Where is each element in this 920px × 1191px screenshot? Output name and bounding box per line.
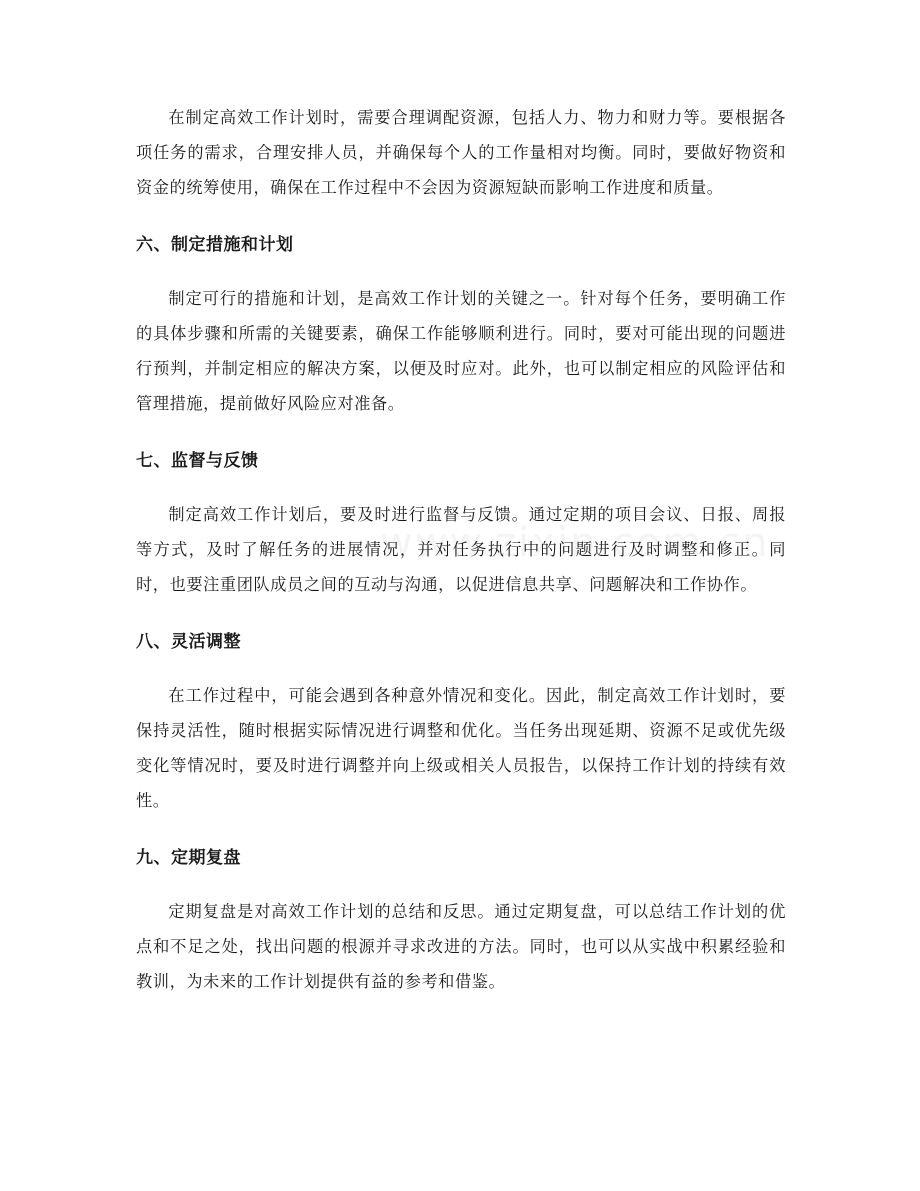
- heading-measures-and-plans: 六、制定措施和计划: [136, 235, 294, 255]
- paragraph-regular-review: 定期复盘是对高效工作计划的总结和反思。通过定期复盘，可以总结工作计划的优点和不足之处，找出问题的根源并寻求改进的方法。同时，也可以从实战中积累经验和教训，为未来的工作计划提供有益的参考和借鉴。: [136, 902, 786, 991]
- paragraph-measures-and-plans: 制定可行的措施和计划，是高效工作计划的关键之一。针对每个任务，要明确工作的具体步骤和所需的关键要素，确保工作能够顺利进行。同时，要对可能出现的问题进行预判，并制定相应的解决方案，以便及时应对。此外，也可以制定相应的风险评估和管理措施，提前做好风险应对准备。: [136, 289, 786, 413]
- heading-supervision-feedback: 七、监督与反馈: [136, 451, 259, 471]
- heading-regular-review: 九、定期复盘: [136, 848, 241, 868]
- paragraph-resource-allocation: 在制定高效工作计划时，需要合理调配资源，包括人力、物力和财力等。要根据各项任务的需求，合理安排人员，并确保每个人的工作量相对均衡。同时，要做好物资和资金的统筹使用，确保在工作过程中不会因为资源短缺而影响工作进度和质量。: [136, 108, 786, 197]
- document-body: [136, 100, 786, 999]
- paragraph-flexible-adjustment: 在工作过程中，可能会遇到各种意外情况和变化。因此，制定高效工作计划时，要保持灵活性，随时根据实际情况进行调整和优化。当任务出现延期、资源不足或优先级变化等情况时，要及时进行调整并向上级或相关人员报告，以保持工作计划的持续有效性。: [136, 686, 786, 810]
- paragraph-supervision-feedback: 制定高效工作计划后，要及时进行监督与反馈。通过定期的项目会议、日报、周报等方式，及时了解任务的进展情况，并对任务执行中的问题进行及时调整和修正。同时，也要注重团队成员之间的互动与沟通，以促进信息共享、问题解决和工作协作。: [136, 505, 786, 594]
- heading-flexible-adjustment: 八、灵活调整: [136, 632, 241, 652]
